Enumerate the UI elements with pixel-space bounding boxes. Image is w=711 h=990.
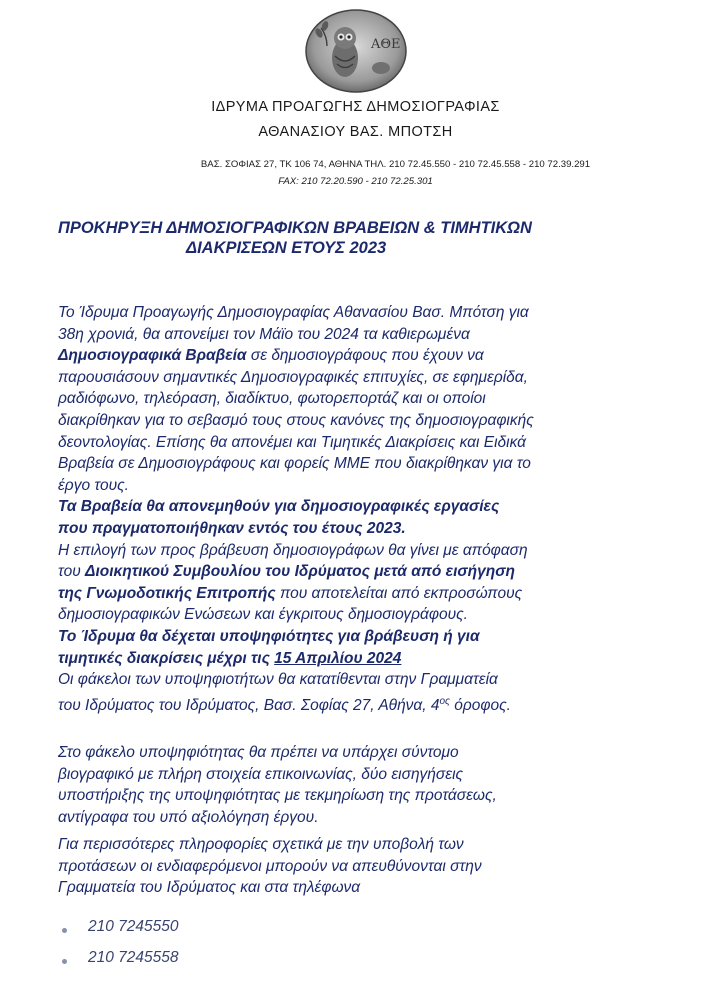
- deadline-date: 15 Απριλίου 2024: [274, 649, 402, 667]
- bold-phrase: Δημοσιογραφικά Βραβεία: [58, 347, 247, 365]
- text-line: της Γνωμοδοτικής Επιτροπής που αποτελείται από εκπροσώπους: [58, 584, 523, 602]
- text-line: Για περισσότερες πληροφορίες σχετικά με την υποβολή των: [58, 836, 464, 853]
- text-line: Βραβεία σε Δημοσιογράφους και φορείς ΜΜΕ που διακρίθηκαν για το: [58, 455, 531, 473]
- text-line: Το Ίδρυμα Προαγωγής Δημοσιογραφίας Αθανασίου Βασ. Μπότση για: [58, 304, 529, 321]
- text-line: διακρίθηκαν για το σεβασμό τους στους κανόνες της δημοσιογραφικής: [58, 411, 534, 429]
- text-line: ραδιόφωνο, τηλεόραση, διαδίκτυο, φωτορεπορτάζ και οι οποίοι: [58, 390, 486, 408]
- text-line: του Ιδρύματος του Ιδρύματος, Βασ. Σοφίας 27, Αθήνα, $4^{o\varsigma}$ όροφος.: [58, 695, 511, 714]
- text-line: προτάσεων οι ενδιαφερόμενοι μπορούν να απευθύνονται στην: [58, 857, 482, 875]
- text-line: δημοσιογραφικών Ενώσεων και έγκριτους δημοσιογράφους.: [58, 606, 468, 624]
- bold-phrase: της Γνωμοδοτικής Επιτροπής: [58, 584, 276, 602]
- text-line: υποστήριξης της υποψηφιότητας με τεκμηρίωση της προτάσεως,: [58, 787, 497, 805]
- text-line: Γραμματεία του Ιδρύματος και στα τηλέφωνα: [58, 879, 361, 897]
- text-line: τιμητικές διακρίσεις μέχρι τις 15 Απριλίου 2024: [58, 649, 402, 667]
- fax-numbers: FAX: 210 72.20.590 - 210 72.25.301: [278, 176, 433, 187]
- announcement-title-line1: ΠΡΟΚΗΡΥΞΗ ΔΗΜΟΣΙΟΓΡΑΦΙΚΩΝ ΒΡΑΒΕΙΩΝ & ΤΙΜΗΤΙΚΩΝ: [58, 219, 532, 237]
- text-line: Το Ίδρυμα θα δέχεται υποψηφιότητες για βράβευση ή για: [58, 627, 480, 645]
- announcement-title-line2: ΔΙΑΚΡΙΣΕΩΝ ΕΤΟΥΣ 2023: [186, 239, 387, 257]
- announcement-paragraph-2: [58, 742, 658, 828]
- address-phones: ΒΑΣ. ΣΟΦΙΑΣ 27, ΤΚ 106 74, ΑΘΗΝΑ ΤΗΛ. 210 72.45.550 - 210 72.45.558 - 210 72.39.291: [200, 159, 591, 170]
- text-line: παρουσιάσουν σημαντικές Δημοσιογραφικές επιτυχίες, σε εφημερίδα,: [58, 368, 528, 386]
- text-line: Η επιλογή των προς βράβευση δημοσιογράφων θα γίνει με απόφαση: [58, 541, 528, 559]
- text-line: Οι φάκελοι των υποψηφιοτήτων θα κατατίθενται στην Γραμματεία: [58, 671, 498, 689]
- text-line: του Διοικητικού Συμβουλίου του Ιδρύματος μετά από εισήγηση: [58, 563, 515, 581]
- phone-list: [58, 916, 179, 978]
- phone-list-item: 210 7245558: [58, 947, 179, 978]
- announcement-paragraph-3: [58, 834, 658, 899]
- announcement-paragraph-1: [58, 302, 658, 716]
- text-line: Δημοσιογραφικά Βραβεία σε δημοσιογράφους που έχουν να: [58, 347, 484, 365]
- text-line: έργο τους.: [58, 476, 129, 494]
- athena-owl-coin-icon: [303, 8, 409, 94]
- text-line: Στο φάκελο υποψηφιότητας θα πρέπει να υπάρχει σύντομο: [58, 744, 459, 761]
- bold-phrase: Διοικητικού Συμβουλίου του Ιδρύματος μετά από εισήγηση: [85, 563, 515, 581]
- text-line: Τα Βραβεία θα απονεμηθούν για δημοσιογραφικές εργασίες: [58, 498, 500, 516]
- text-line: 38η χρονιά, θα απονείμει τον Μάϊο του 2024 τα καθιερωμένα: [58, 325, 470, 343]
- text-line: βιογραφικό με πλήρη στοιχεία επικοινωνίας, δύο εισηγήσεις: [58, 765, 464, 783]
- svg-text:ΑΘΕ: ΑΘΕ: [371, 37, 401, 52]
- phone-list-item: 210 7245550: [58, 916, 179, 947]
- org-name-line2: ΑΘΑΝΑΣΙΟΥ ΒΑΣ. ΜΠΟΤΣΗ: [258, 124, 453, 140]
- text-line: αντίγραφα του υπό αξιολόγηση έργου.: [58, 808, 319, 826]
- org-name-line1: ΙΔΡΥΜΑ ΠΡΟΑΓΩΓΗΣ ΔΗΜΟΣΙΟΓΡΑΦΙΑΣ: [211, 99, 500, 115]
- text-line: δεοντολογίας. Επίσης θα απονέμει και Τιμητικές Διακρίσεις και Ειδικά: [58, 433, 526, 451]
- text-line: που πραγματοποιήθηκαν εντός του έτους 2023.: [58, 519, 406, 537]
